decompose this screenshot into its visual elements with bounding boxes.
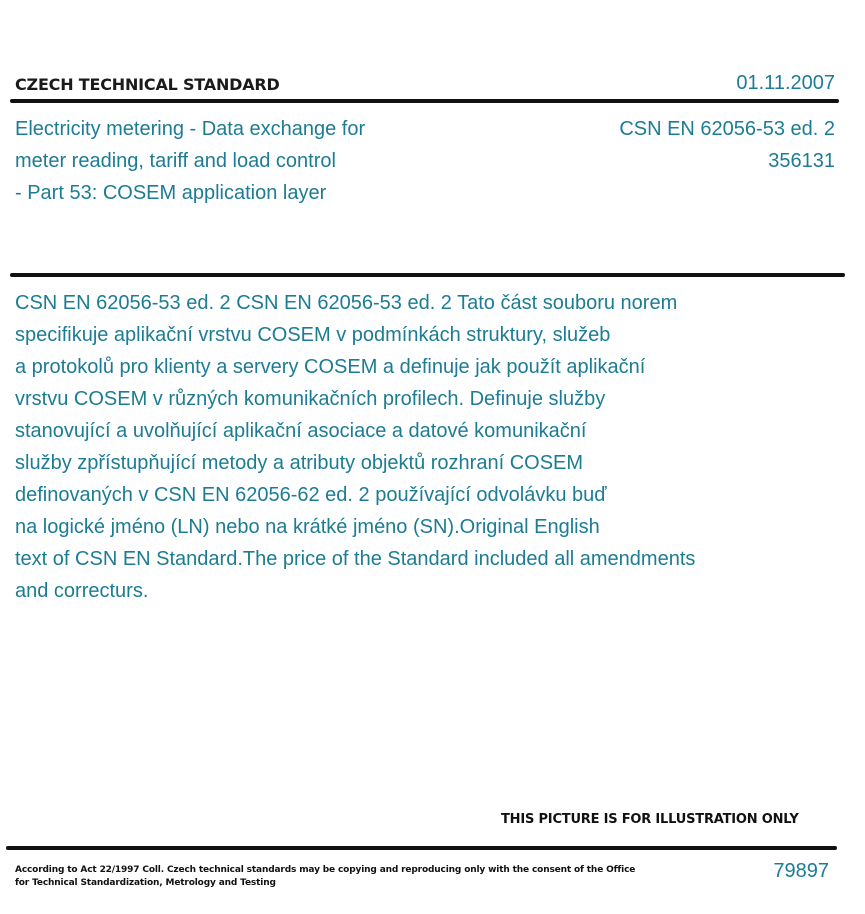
description-line: CSN EN 62056-53 ed. 2 CSN EN 62056-53 ed. 2 Tato část souboru norem bbox=[15, 292, 678, 314]
description-line: and correcturs. bbox=[15, 580, 149, 602]
copyright-note bbox=[15, 864, 635, 890]
copyright-line: for Technical Standardization, Metrology and Testing bbox=[15, 878, 276, 888]
description-line: vrstvu COSEM v různých komunikačních profilech. Definuje služby bbox=[15, 388, 606, 410]
copyright-line: According to Act 22/1997 Coll. Czech technical standards may be copying and reproducing only with the consent of the Office bbox=[15, 865, 636, 875]
standard-identifiers bbox=[619, 113, 835, 177]
description-line: text of CSN EN Standard.The price of the Standard included all amendments bbox=[15, 548, 696, 570]
product-number: 79897 bbox=[773, 860, 829, 882]
description-line: na logické jméno (LN) nebo na krátké jméno (SN).Original English bbox=[15, 516, 600, 538]
title-line: - Part 53: COSEM application layer bbox=[15, 182, 327, 204]
description-line: specifikuje aplikační vrstvu COSEM v podmínkách struktury, služeb bbox=[15, 324, 611, 346]
title-divider bbox=[10, 273, 845, 277]
description-line: služby zpřístupňující metody a atributy objektů rozhraní COSEM bbox=[15, 452, 584, 474]
illustration-disclaimer: THIS PICTURE IS FOR ILLUSTRATION ONLY bbox=[501, 812, 799, 827]
standard-title bbox=[15, 113, 365, 209]
footer-divider bbox=[6, 846, 837, 850]
description-line: definovaných v CSN EN 62056-62 ed. 2 používající odvolávku buď bbox=[15, 484, 607, 506]
description-line: a protokolů pro klienty a servery COSEM a definuje jak použít aplikační bbox=[15, 356, 646, 378]
document-type-label: CZECH TECHNICAL STANDARD bbox=[15, 75, 280, 94]
title-line: meter reading, tariff and load control bbox=[15, 150, 336, 172]
description-line: stanovující a uvolňující aplikační asociace a datové komunikační bbox=[15, 420, 587, 442]
standard-description bbox=[15, 287, 695, 607]
catalog-number: 356131 bbox=[768, 150, 835, 172]
standard-code: CSN EN 62056-53 ed. 2 bbox=[619, 118, 835, 140]
publication-date: 01.11.2007 bbox=[736, 72, 835, 94]
title-line: Electricity metering - Data exchange for bbox=[15, 118, 366, 140]
header-divider bbox=[10, 99, 839, 103]
